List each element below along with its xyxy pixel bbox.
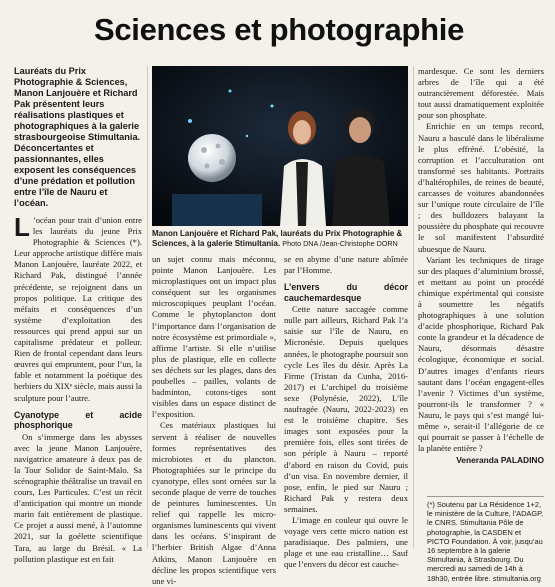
body-paragraph: Enrichie en un temps record, Nauru a basculé dans le libéralisme le plus effréné. L’obésité, la corruption et l’acculturation ont transformé ses habitants. Portraits d’haltérophiles, de reines de beauté, carcasses de voitures abandonnées sur l’unique route circulaire de l’île ; des bulldozers balayant la poussière du phosphate qui recouvre le sol manifestent l’absurdité ubuesque de Nauru. <box>418 121 544 254</box>
photo-credit: Photo DNA /Jean-Christophe DORN <box>282 238 398 248</box>
column-2 <box>152 254 276 587</box>
body-paragraph: mardesque. Ce sont les derniers arbres de l’île qui a été outrancièrement déforestée. Mais tout aussi dramatiquement exploitée pour son phosphate. <box>418 66 544 121</box>
subhead-cyanotype: Cyanotype et acide phosphorique <box>14 409 142 431</box>
column-divider <box>147 66 148 548</box>
article-page <box>14 8 544 586</box>
column-divider <box>413 66 414 548</box>
body-paragraph: se en abyme d’une nature abîmée par l’Homme. <box>284 254 408 276</box>
body-paragraph: Ces matériaux plastiques lui servent à réaliser de nouvelles formes représentatives des microbiotes et du plancton. Photographiées sur le principe du cyanotype, elles sont ornées sur la seconde plaque de verre de touches de peintures luminescentes. Un relief qui rappelle les micro-organismes luminescents qui vivent dans les océans. S’inspirant de l’herbier British Algae d’Anna Atkins, Manon Lanjouère en décline les propos scientifique vers une vi- <box>152 420 276 586</box>
body-paragraph: un sujet connu mais méconnu, pointe Manon Lanjouère. Les microplastiques ont un impact plus conséquent sur les organismes microscopiques peuplant l’océan. Comme le phytoplancton dont l’importance dans l’organisation de notre écosystème est primordiale », affirme l’artiste. Si elle n’utilise plus de plastique, elle en collecte ses déchets sur les plages, dans des poubelles – pailles, volants de badminton, cotons-tiges sont visibles dans un espace distinct de l’exposition. <box>152 254 276 420</box>
intro-paragraph <box>14 212 142 404</box>
subhead-envers: L’envers du décor cauchemardesque <box>284 282 408 303</box>
author-signature: Veneranda PALADINO <box>456 455 544 466</box>
body-paragraph: On s’immerge dans les abysses avec la jeune Manon Lanjouère, navigatrice amateure à deux pas de la Tour Solidor de Saint-Malo. Sa scénographie théâtralise un travail en cours, Les Particules. C’est un récit d’anticipation qui montre un monde marin fait entièrement de plastique. Ce projet a aussi mené, à l’automne 2021, sur la goélette scientifique Tara, au large du Brésil. « La pollution plastique est en fait <box>14 431 142 564</box>
dropcap: L <box>14 212 30 242</box>
headline: Sciences et photographie <box>93 12 465 47</box>
column-3 <box>284 254 408 570</box>
article-photo <box>152 66 408 226</box>
intro-text: ’océan pour trait d’union entre les lauréats du jeune Prix Photographie & Sciences (*). Leur approche artistique diffère mais Manon Lanjouère, lauréate 2022, et Richard Pak, distingué l’année précédente, se rejoignent dans un propos politique. La critique des méfaits et conséquences d’un système d’exploitation des ressources qui prend appui sur un capitalisme prédateur et polleur. Rien de frontal cependant dans leurs œuvres qui empruntent, pour l’un, la fable et notamment la poétique des herbiers du XIXᵉ siècle, mais aussi la sculpture pour l’autre. <box>14 215 142 403</box>
body-paragraph: Variant les techniques de tirage sur des plaques d’aluminium brossé, et mettant au point un procédé chimique expérimental qui consiste à soumettre les négatifs photographiques à une solution d’acide phosphorique, Richard Pak conte la grandeur et la décadence de Nauru, désormais désastre écologique, économique et social. D’autres images d’enfants rieurs sautant dans l’océan engagent-elles l’avenir ? Victimes d’un système, pourront-ils le transformer ? « Nauru, le pays qui s’est mangé lui-même », serait-il l’allégorie de ce qui pourrait se passer à l’échelle de la planète entière ? <box>418 254 544 454</box>
column-1 <box>14 66 142 565</box>
lead-paragraph: Lauréats du Prix Photographie & Sciences, Manon Lanjouère et Richard Pak présentent leurs réalisations plastiques et photographiques à la galerie strasbourgeoise Stimultania. Déconcertantes et passionnantes, elles exposent les conséquences d’une prédation et pollution entre l’île de Nauru et l’océan. <box>14 66 141 208</box>
photo-caption <box>152 229 408 249</box>
photo-illustration <box>152 66 408 226</box>
body-paragraph: Cette nature saccagée comme nulle part ailleurs, Richard Pak l’a saisie sur l’île de Nauru, en Micronésie. Depuis quelques années, le photographe poursuit son cycle Les îles du désir. Après La Firme (Tristan da Cunha, 2016-2017) et L’archipel du troisième sexe (Polynésie, 2022), L’île naufragée (Nauru, 2022-2023) en est le troisième chapitre. Ses images sont exposées pour la première fois, elles sont tirées de son périple à Nauru – reporté d’abord en raison du Covid, puis d’un visa. En novembre dernier, il pose, enfin, le pied sur Nauru ; Richard Pak y restera deux semaines. <box>284 304 408 514</box>
column-4 <box>418 66 544 466</box>
sculpture-sphere <box>188 134 236 182</box>
body-paragraph: L’image en couleur qui ouvre le voyage vers cette micro nation est paradisiaque. Des palmiers, une plage et une eau cristalline… Sauf que l’envers du décor est cauche- <box>284 514 408 570</box>
caption-text: Manon Lanjouère et Richard Pak, lauréats du Prix Photographie & Sciences, à la galerie Stimultania. <box>152 229 403 248</box>
footnote: (*) Soutenu par La Résidence 1+2, le ministère de la Culture, l’ADAGP, le CNRS. Stimultania Pôle de photographie, la CASDEN et PICTO Foundation. À voir, jusqu’au 16 septembre à la galerie Stimultania, à Strasbourg. Du mercredi au samedi de 14h à 18h30, entrée libre. stimultania.org <box>427 496 544 583</box>
